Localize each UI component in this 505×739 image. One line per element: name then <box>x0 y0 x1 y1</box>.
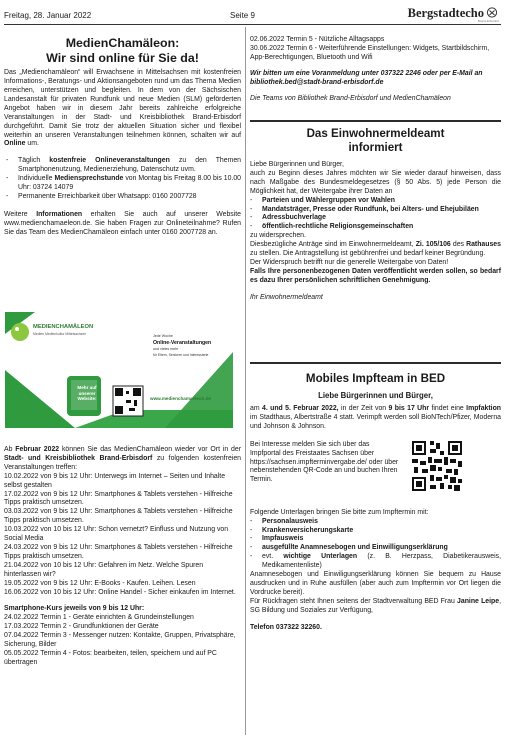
forms-note: Anamnesebogen und Einwiligungserklärung können Sie bequem zu Hause ausdrucken und in Ruhe ausfüllen (aber auch zum Impftermin vor Ort liegen die Vordrucke bereit). <box>250 571 501 596</box>
portal-block <box>250 441 501 505</box>
ew-signature: Ihr Einwohnermeldeamt <box>250 293 323 301</box>
list-item: - Adressbuchverlage <box>250 214 326 222</box>
course-list <box>4 614 241 667</box>
hammer-icon <box>485 7 499 18</box>
banner-head2: und vieles mehr <box>153 347 179 351</box>
ew-paragraph: auch zu Beginn dieses Jahres möchten wir Sie wieder darauf hinweisen, dass nach Maßgabe des Bundesmeldegesetzes (§ 50 Abs. 5) jede Person die Möglichkeit hat, der Weitergabe ihrer Daten an <box>250 169 501 195</box>
list-item: 17.02.2022 von 9 bis 12 Uhr: Smartphones & Tablets verstehen - Hilfreiche Tipps praktisch umsetzen. <box>4 490 233 507</box>
list-item: - Krankenversicherungskarte <box>250 526 354 534</box>
list-item: 19.05.2022 von 9 bis 12 Uhr: E-Books - Kaufen. Leihen. Lesen <box>4 579 196 587</box>
page-header <box>4 6 501 26</box>
list-item: 07.04.2022 Termin 3 - Messenger nutzen: Kontakte, Gruppen, Privatsphäre, Sicherung, Bilder <box>4 632 236 649</box>
list-item: 21.04.2022 von 10 bis 12 Uhr: Gefahren im Netz. Welche Spuren hinterlassen wir? <box>4 561 204 578</box>
header-rule <box>4 24 501 25</box>
list-item: - Mandatsträger, Presse oder Rundfunk, bei Alters- und Ehejubiläen <box>250 205 479 213</box>
list-item: - Individuelle Mediensprechstunde von Montag bis Freitag 8.00 bis 10.00 Uhr: 03724 14079 <box>6 175 241 192</box>
ew-note: Der Widerspruch betrifft nur die generelle Weitergabe von Daten! <box>250 258 449 266</box>
ew-list <box>250 197 501 233</box>
list-item: - evt. wichtige Unterlagen (z. B. Herzpass, Diabetikerausweis, Medikamentenliste) <box>250 553 501 570</box>
einwohnermeldeamt-article <box>250 127 501 303</box>
page-number: Seite 9 <box>230 11 255 20</box>
info-paragraph: Weitere Informationen erhalten Sie auch auf unserer Website www.medienchamaeleon.de. Sie haben Fragen zur Onlineteilnahme? Rufen Sie das Team des MedienChamäleon einfach unter 0160 2007728 an. <box>4 210 242 236</box>
docs-intro: Folgende Unterlagen bringen Sie bitte zum Impftermin mit: <box>250 508 429 516</box>
banner-top: Jede Woche <box>153 334 173 338</box>
qr-code-icon[interactable] <box>410 439 464 493</box>
course-list-continued <box>250 36 501 63</box>
banner-headline: Online-Veranstaltungen <box>153 340 212 346</box>
registration-note: Wir bitten um eine Voranmeldung unter 037322 2246 oder per E-Mail an bibliothek.bed@stadt-brand-erbisdorf.de <box>250 69 483 86</box>
column-divider <box>245 27 246 735</box>
list-item: - Parteien und Wählergruppen vor Wahlen <box>250 196 395 204</box>
imp-paragraph: am 4. und 5. Februar 2022, in der Zeit von 9 bis 17 Uhr findet eine Impfaktion im Stadthaus, Albertstraße 4 statt. Verimpft werden soll BioNTech/Pfizer, Moderna und Johnson & Johnson. <box>250 405 501 430</box>
list-item: 10.03.2022 von 10 bis 12 Uhr: Schon vernetzt? Einfluss und Nutzung von Social Media <box>4 526 229 543</box>
list-item: 17.03.2022 Termin 2 - Grundfunktionen der Geräte <box>4 623 159 631</box>
list-item: 24.02.2022 Termin 1 - Geräte einrichten & Grundeinstellungen <box>4 614 194 622</box>
february-paragraph: Ab Februar 2022 können Sie das MedienChamäleon wieder vor Ort in der Stadt- und Kreisbibliothek Brand-Erbisdorf zu folgenden kostenfreien Veranstaltungen treffen: <box>4 446 242 471</box>
article-title: Mobiles Impfteam in BED <box>305 372 446 385</box>
course-heading: Smartphone-Kurs jeweils von 9 bis 12 Uhr: <box>4 605 145 613</box>
list-item: - ausgefüllte Anamnesebogen und Einwilligungserklärung <box>250 544 448 552</box>
list-item: 30.06.2022 Termin 6 - Weiterführende Einstellungen: Widgets, Startbildschirm, App-Berechtigungen, Bluetooth und Wifi <box>250 44 490 61</box>
banner-brand: MEDIENCHAMÄLEON <box>33 324 94 330</box>
ew-object: zu widersprechen. <box>250 232 306 240</box>
section-separator <box>250 362 501 364</box>
newspaper-logo: Bergstadtecho Brand-Erbisdorf <box>407 6 499 23</box>
ew-application: Diesbezügliche Anträge sind im Einwohnermeldeamt, Zi. 105/106 des Rathauses zu stellen. Die Antragstellung ist gebührenfrei und bedarf keiner Begründung. <box>250 241 501 258</box>
medienchamaeleon-banner <box>5 312 233 428</box>
left-column-lower <box>4 446 241 668</box>
portal-text: Bei Interesse melden Sie sich über das Impfportal des Freistaates Sachsen über https://sachsen.impfterminvergabe.de/ oder über nebenstehenden QR-Code an und buchen Ihren Termin. <box>250 440 399 484</box>
docs-list <box>250 518 501 571</box>
article-title: Das Einwohnermeldeamt informiert <box>306 127 445 154</box>
contact-phone: Telefon 037322 32260. <box>250 623 322 631</box>
list-item: 10.02.2022 von 9 bis 12 Uhr: Unterwegs im Internet – Seiten und Inhalte selbst gestalten <box>4 472 226 489</box>
article-title: MedienChamäleon: Wir sind online für Sie da! <box>46 36 199 65</box>
section-separator <box>250 120 501 122</box>
event-list <box>4 473 241 598</box>
list-item: - öffentlich-rechtliche Religionsgemeinschaften <box>250 223 414 231</box>
list-item: - Täglich kostenfreie Onlineveranstaltungen zu den Themen Smartphonenutzung, Medienerziehung, Datenschutz uvm. <box>6 157 241 174</box>
impfteam-article <box>250 372 501 633</box>
issue-date: Freitag, 28. Januar 2022 <box>4 11 92 20</box>
left-column <box>4 27 241 238</box>
list-item: 16.06.2022 von 10 bis 12 Uhr: Online Handel - Sicher einkaufen im Internet. <box>4 588 236 596</box>
ew-bold-note: Falls Ihre personenbezogenen Daten veröffentlicht werden sollen, so bedarf es dazu Ihrer persönlichen schriftlichen Genehmigung. <box>250 267 501 284</box>
right-column <box>250 27 501 103</box>
banner-more: Mehr auf unserer Website: <box>77 385 97 401</box>
list-item: 24.03.2022 von 9 bis 12 Uhr: Smartphones & Tablets verstehen - Hilfreiche Tipps praktisch umsetzen. <box>4 543 233 560</box>
greeting: Liebe Bürgerinnen und Bürger, <box>318 391 433 400</box>
list-item: - Personalausweis <box>250 517 318 525</box>
list-item: - Permanente Erreichbarkeit über Whatsapp: 0160 2007728 <box>6 192 197 200</box>
banner-brand-sub: Medien Medienkultur Mittelsachsen <box>33 332 87 336</box>
list-item: 03.03.2022 von 9 bis 12 Uhr: Smartphones & Tablets verstehen - Hilfreiche Tipps praktisch umsetzen. <box>4 508 233 525</box>
intro-paragraph: Das „Medienchamäleon“ will Erwachsene in Mittelsachsen mit kostenfreien Informations-, Beratungs- und Aktionsangeboten rund um das Thema Medien erreichen, unterstützen und begleiten. In dem von der Sächsischen Landesanstalt für privaten Rundfunk und neue Medien (SLM) geförderten Angebot haben wir in diesem Jahr bereits zahlreiche erfolgreiche Veranstaltungen in der Stadt- und Kreisbibliothek Brand-Erbisdorf durchgeführt. Damit Sie trotz der aktuellen Situation sicher und flexibel weiterhin an unseren Veranstaltungen teilnehmen können, schalten wir auf Online um. <box>4 69 241 148</box>
contact-note: Für Rückfragen steht Ihnen seitens der Stadtverwaltung BED Frau Janine Leipe, SG Bildung und Soziales zur Verfügung, <box>250 597 501 614</box>
teams-signature: Die Teams von Bibliothek Brand-Erbisdorf und MedienChamäleon <box>250 94 451 102</box>
list-item: - Impfausweis <box>250 535 304 543</box>
banner-url: www.medienchamaeleon.de <box>150 396 212 401</box>
offer-list <box>4 157 241 202</box>
banner-head3: für Eltern, Senioren und Interessierte <box>153 353 209 357</box>
list-item: 02.06.2022 Termin 5 - Nützliche Alltagsapps <box>250 36 385 43</box>
greeting: Liebe Bürgerinnen und Bürger, <box>250 161 344 168</box>
list-item: 05.05.2022 Termin 4 - Fotos: bearbeiten, teilen, speichern und auf PC übertragen <box>4 649 217 666</box>
